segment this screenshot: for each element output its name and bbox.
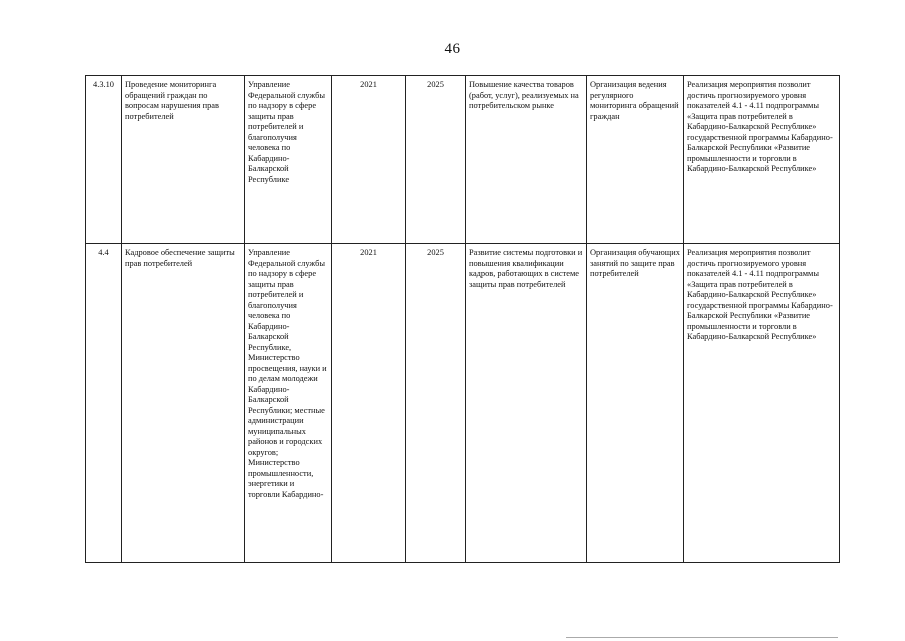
indicator-link: Реализация мероприятия позволит достичь прогнозируемого уровня показателей 4.1 - 4.11 подпрограммы «Защита прав потребителей в Кабардино-Балкарской Республике» государственной программы Кабардино-Балкарской Республики «Развитие промышленности и торговли в Кабардино-Балкарской Республике» bbox=[684, 244, 840, 563]
responsible-executor: Управление Федеральной службы по надзору в сфере защиты прав потребителей и благополучия человека по Кабардино-Балкарской Республике, Министерство просвещения, науки и по делам молодежи Кабардино-Балкарской Республики; местные администрации муниципальных районов и городских округов; Министерство промышленности, энергетики и торговли Кабардино- bbox=[245, 244, 332, 563]
row-number: 4.3.10 bbox=[86, 76, 122, 244]
end-year: 2025 bbox=[406, 244, 466, 563]
start-year: 2021 bbox=[332, 76, 406, 244]
table-row bbox=[86, 244, 840, 563]
table-row bbox=[86, 76, 840, 244]
expected-result: Повышение качества товаров (работ, услуг), реализуемых на потребительском рынке bbox=[466, 76, 587, 244]
scan-artifact-top-left bbox=[22, 0, 40, 2]
scan-artifact-top bbox=[82, 0, 154, 2]
scan-artifact-bottom bbox=[566, 637, 838, 641]
page-number: 46 bbox=[444, 41, 461, 57]
measure-name: Кадровое обеспечение защиты прав потребителей bbox=[122, 244, 245, 563]
expected-result: Развитие системы подготовки и повышения квалификации кадров, работающих в системе защиты прав потребителей bbox=[466, 244, 587, 563]
indicator-link: Реализация мероприятия позволит достичь прогнозируемого уровня показателей 4.1 - 4.11 подпрограммы «Защита прав потребителей в Кабардино-Балкарской Республике» государственной программы Кабардино-Балкарской Республики «Развитие промышленности и торговли в Кабардино-Балкарской Республике» bbox=[684, 76, 840, 244]
start-year: 2021 bbox=[332, 244, 406, 563]
end-year: 2025 bbox=[406, 76, 466, 244]
measure-name: Проведение мониторинга обращений граждан по вопросам нарушения прав потребителей bbox=[122, 76, 245, 244]
responsible-executor: Управление Федеральной службы по надзору в сфере защиты прав потребителей и благополучия человека по Кабардино-Балкарской Республике bbox=[245, 76, 332, 244]
row-number: 4.4 bbox=[86, 244, 122, 563]
measures-table bbox=[85, 75, 840, 563]
measure-content: Организация обучающих занятий по защите прав потребителей bbox=[587, 244, 684, 563]
measure-content: Организация ведения регулярного мониторинга обращений граждан bbox=[587, 76, 684, 244]
